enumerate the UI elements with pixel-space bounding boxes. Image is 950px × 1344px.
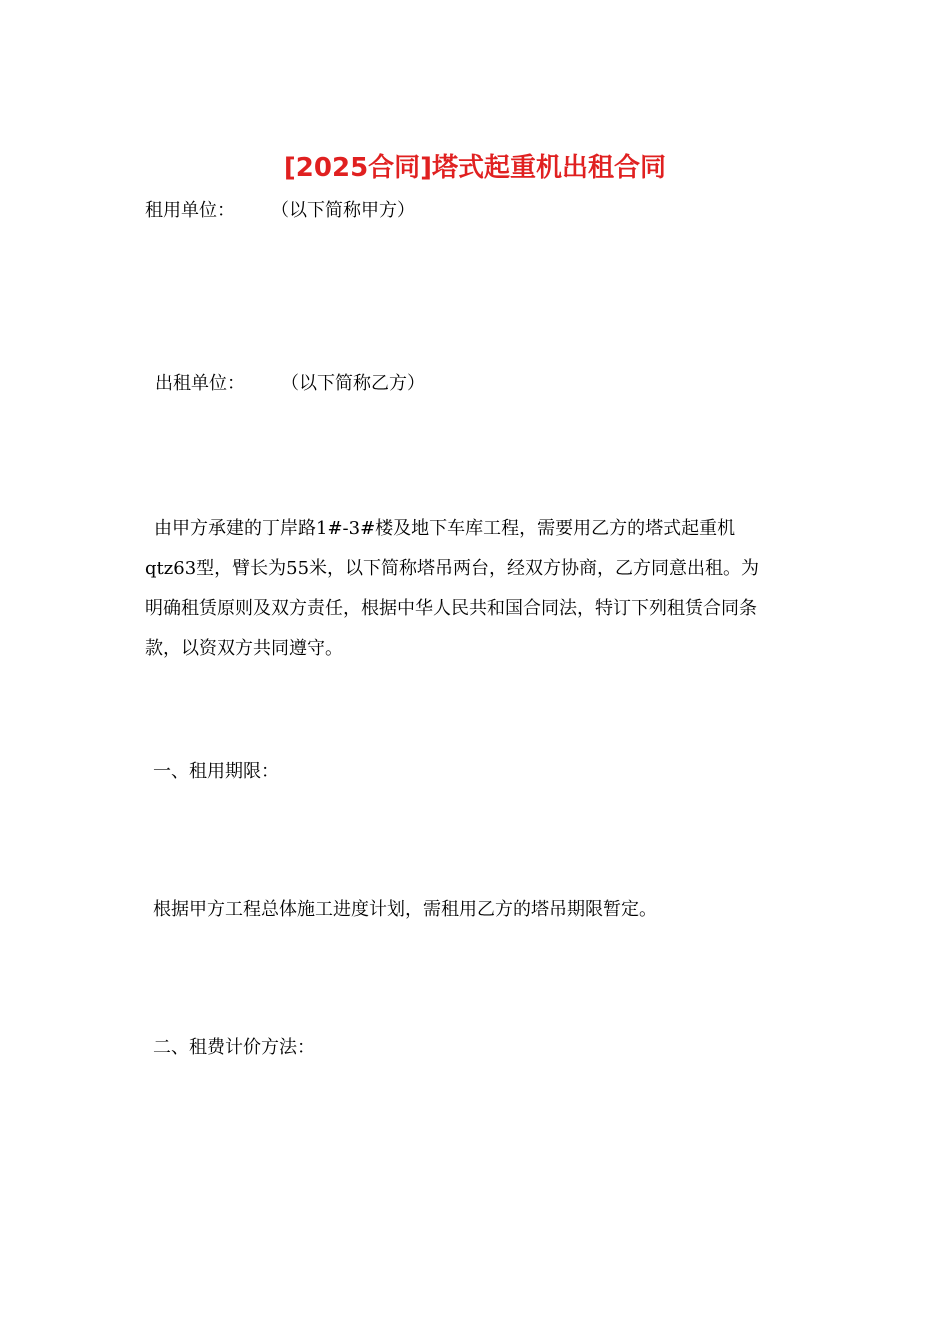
lessee-label: 租用单位： [145, 200, 235, 221]
section1-body: 根据甲方工程总体施工进度计划，需租用乙方的塔吊期限暂定。 [153, 899, 657, 920]
document-title: [2025合同]塔式起重机出租合同 [283, 153, 667, 183]
intro-line: qtz63型，臂长为55米，以下简称塔吊两台，经双方协商，乙方同意出租。为 [145, 558, 760, 579]
intro-line: 明确租赁原则及双方责任，根据中华人民共和国合同法，特订下列租赁合同条 [145, 598, 757, 619]
intro-paragraph [145, 509, 805, 669]
lessor-line [155, 372, 425, 396]
lessee-line [145, 199, 415, 223]
intro-line: 由甲方承建的丁岸路1#-3#楼及地下车库工程，需要用乙方的塔式起重机 [154, 518, 736, 539]
lessor-note: （以下简称乙方） [281, 373, 425, 394]
intro-line: 款，以资双方共同遵守。 [145, 638, 343, 659]
lessee-note: （以下简称甲方） [271, 200, 415, 221]
lessor-label: 出租单位： [155, 373, 245, 394]
section2-heading: 二、租费计价方法： [153, 1037, 315, 1058]
section1-heading: 一、租用期限： [153, 761, 279, 782]
